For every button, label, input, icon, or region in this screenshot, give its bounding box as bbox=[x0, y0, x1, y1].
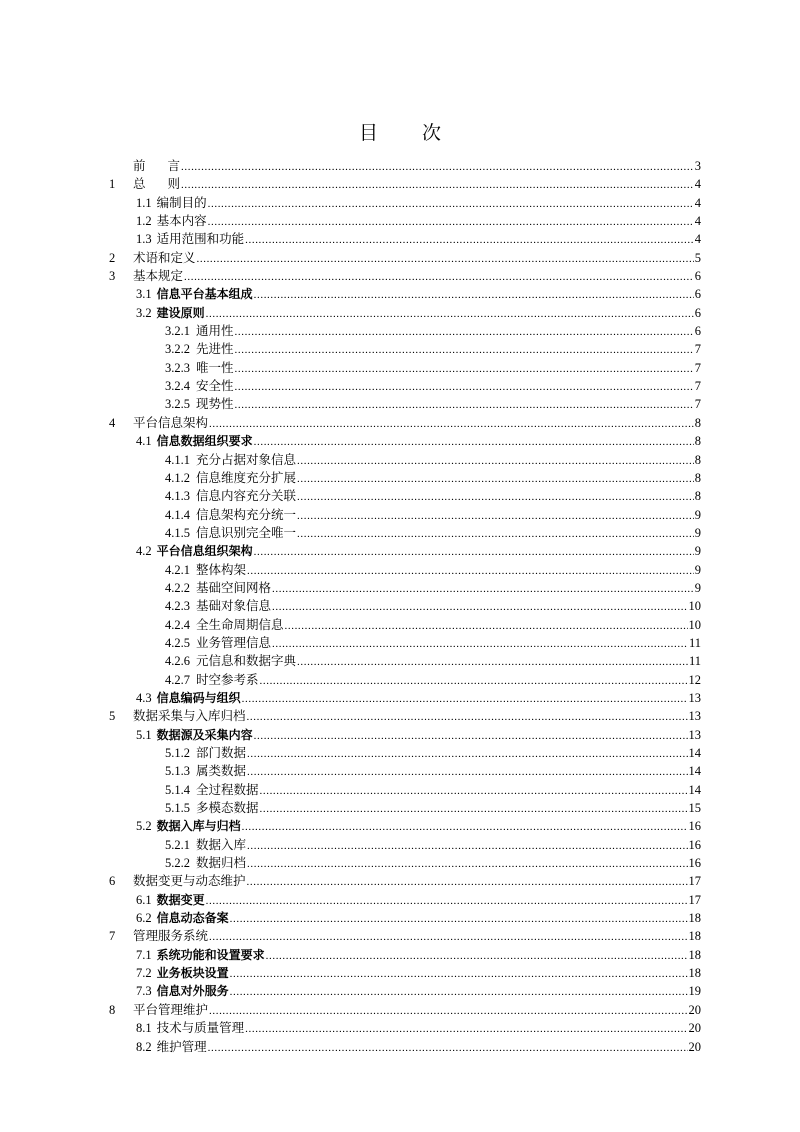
dot-leader bbox=[247, 836, 687, 855]
toc-entry-label: 平台信息组织架构 bbox=[156, 544, 253, 559]
toc-entry-number: 4.2.6 bbox=[165, 654, 190, 669]
dot-leader bbox=[254, 542, 694, 561]
toc-entry-label: 多模态数据 bbox=[196, 801, 259, 816]
toc-entry-page-number: 3 bbox=[694, 159, 701, 173]
toc-entry-label: 数据归档 bbox=[196, 856, 247, 871]
toc-entry-label: 通用性 bbox=[196, 324, 234, 339]
toc-entry-page-number: 8 bbox=[694, 434, 701, 449]
toc-entry[interactable] bbox=[109, 726, 701, 744]
toc-entry-label: 全过程数据 bbox=[196, 782, 259, 797]
dot-leader bbox=[260, 799, 688, 818]
toc-entry[interactable] bbox=[109, 469, 701, 487]
toc-entry[interactable] bbox=[109, 414, 701, 432]
toc-entry-label: 信息维度充分扩展 bbox=[196, 470, 297, 485]
dot-leader bbox=[272, 579, 694, 598]
toc-entry-label: 数据变更与动态维护 bbox=[133, 874, 246, 889]
toc-entry-number: 5 bbox=[109, 709, 116, 724]
toc-entry-page-number: 16 bbox=[688, 819, 701, 834]
toc-entry-label: 业务板块设置 bbox=[156, 966, 229, 981]
toc-entry[interactable] bbox=[109, 909, 701, 927]
toc-entry[interactable] bbox=[109, 377, 701, 395]
toc-entry-page-number: 6 bbox=[694, 324, 701, 339]
toc-entry-number: 7.2 bbox=[136, 966, 152, 981]
toc-entry-number: 3.2.1 bbox=[165, 324, 190, 339]
dot-leader bbox=[297, 506, 694, 525]
dot-leader bbox=[208, 1038, 688, 1057]
toc-entry[interactable] bbox=[109, 340, 701, 358]
toc-entry-number: 4.1.3 bbox=[165, 489, 190, 504]
toc-entry-label: 业务管理信息 bbox=[196, 635, 272, 650]
toc-entry[interactable] bbox=[109, 304, 701, 322]
toc-entry-page-number: 16 bbox=[688, 837, 701, 852]
dot-leader bbox=[247, 872, 688, 891]
toc-entry-page-number: 7 bbox=[694, 397, 701, 412]
toc-entry-page-number: 11 bbox=[688, 654, 701, 669]
dot-leader bbox=[254, 432, 694, 451]
toc-entry[interactable] bbox=[109, 854, 701, 872]
toc-entry-number: 1.3 bbox=[136, 232, 152, 247]
toc-entry-page-number: 13 bbox=[688, 727, 701, 742]
dot-leader bbox=[230, 982, 688, 1001]
toc-entry-page-number: 6 bbox=[694, 305, 701, 320]
toc-entry-label-part: 前 bbox=[133, 159, 146, 173]
dot-leader bbox=[297, 652, 688, 671]
toc-entry-page-number: 14 bbox=[688, 782, 701, 797]
toc-entry[interactable] bbox=[109, 267, 701, 285]
toc-entry-number: 5.1.3 bbox=[165, 764, 190, 779]
toc-entry[interactable] bbox=[109, 781, 701, 799]
toc-entry-label: 术语和定义 bbox=[133, 250, 196, 265]
dot-leader bbox=[247, 762, 687, 781]
dot-leader bbox=[245, 230, 694, 249]
title-char-1: 目 bbox=[358, 123, 378, 144]
dot-leader bbox=[254, 726, 688, 745]
toc-entry-label: 信息内容充分关联 bbox=[196, 489, 297, 504]
toc-entry-number: 5.2.1 bbox=[165, 837, 190, 852]
toc-entry[interactable] bbox=[109, 487, 701, 505]
toc-entry-number: 5.2.2 bbox=[165, 856, 190, 871]
toc-entry[interactable] bbox=[109, 982, 701, 1000]
toc-entry[interactable] bbox=[109, 689, 701, 707]
dot-leader bbox=[247, 707, 688, 726]
toc-entry-page-number: 18 bbox=[688, 911, 701, 926]
toc-entry-page-number: 15 bbox=[688, 801, 701, 816]
dot-leader bbox=[245, 1019, 687, 1038]
toc-entry-label: 管理服务系统 bbox=[133, 929, 209, 944]
dot-leader bbox=[297, 451, 694, 470]
toc-entry-number: 7 bbox=[109, 929, 116, 944]
toc-entry-page-number: 7 bbox=[694, 342, 701, 357]
dot-leader bbox=[235, 322, 694, 341]
toc-entry-label bbox=[133, 157, 180, 175]
toc-entry[interactable] bbox=[109, 964, 701, 982]
toc-entry-page-number: 17 bbox=[688, 892, 701, 907]
dot-leader bbox=[209, 1001, 687, 1020]
toc-entry-label: 数据采集与入库归档 bbox=[133, 709, 246, 724]
toc-entry-label: 信息数据组织要求 bbox=[156, 434, 253, 449]
toc-entry[interactable] bbox=[109, 927, 701, 945]
toc-entry-number: 3.2.4 bbox=[165, 379, 190, 394]
toc-entry-number: 4.1.2 bbox=[165, 470, 190, 485]
toc-entry-page-number: 4 bbox=[694, 177, 701, 192]
toc-entry-number: 1.2 bbox=[136, 214, 152, 229]
toc-entry-number: 4.2 bbox=[136, 544, 152, 559]
dot-leader bbox=[206, 304, 694, 323]
toc-entry-label: 全生命周期信息 bbox=[196, 617, 284, 632]
toc-entry-page-number: 7 bbox=[694, 379, 701, 394]
toc-entry-number: 5.1.2 bbox=[165, 746, 190, 760]
toc-entry-page-number: 8 bbox=[694, 470, 701, 485]
dot-leader bbox=[247, 744, 687, 763]
toc-entry[interactable] bbox=[109, 322, 701, 340]
dot-leader bbox=[254, 285, 694, 304]
toc-entry-label: 信息对外服务 bbox=[156, 984, 229, 999]
dot-leader bbox=[247, 561, 694, 580]
toc-entry-label: 适用范围和功能 bbox=[156, 232, 245, 247]
toc-entry[interactable] bbox=[109, 395, 701, 413]
toc-entry-page-number: 17 bbox=[688, 874, 701, 889]
toc-entry-page-number: 8 bbox=[694, 415, 701, 430]
toc-entry[interactable] bbox=[109, 285, 701, 303]
toc-entry-label: 现势性 bbox=[196, 397, 234, 412]
toc-entry-page-number: 4 bbox=[694, 195, 701, 210]
toc-entry-label-part: 总 bbox=[133, 177, 146, 192]
toc-entry-number: 3.2.3 bbox=[165, 360, 190, 375]
toc-entry-number: 4.1.4 bbox=[165, 507, 190, 522]
toc-entry[interactable] bbox=[109, 616, 701, 634]
toc-entry-number: 7.3 bbox=[136, 984, 152, 999]
toc-entry-page-number: 9 bbox=[694, 507, 701, 522]
toc-entry[interactable] bbox=[109, 817, 701, 835]
toc-entry-page-number: 10 bbox=[688, 617, 701, 632]
dot-leader bbox=[230, 909, 688, 928]
toc-entry[interactable] bbox=[109, 634, 701, 652]
dot-leader bbox=[285, 616, 688, 635]
toc-entry[interactable] bbox=[109, 157, 701, 175]
toc-entry[interactable] bbox=[109, 872, 701, 890]
toc-entry-label: 数据入库与归档 bbox=[156, 819, 241, 834]
dot-leader bbox=[181, 157, 694, 176]
toc-entry-number: 4.2.2 bbox=[165, 580, 190, 595]
toc-entry-page-number: 8 bbox=[694, 452, 701, 467]
toc-entry[interactable] bbox=[109, 542, 701, 560]
toc-entry-label: 整体构架 bbox=[196, 562, 247, 577]
toc-entry-page-number: 9 bbox=[694, 580, 701, 595]
toc-entry-page-number: 8 bbox=[694, 489, 701, 504]
toc-entry-page-number: 10 bbox=[688, 599, 701, 614]
toc-entry-number: 5.1.5 bbox=[165, 801, 190, 816]
toc-entry[interactable] bbox=[109, 671, 701, 689]
toc-entry-label: 编制目的 bbox=[156, 195, 207, 210]
toc-entry-page-number: 20 bbox=[688, 1002, 701, 1017]
dot-leader bbox=[297, 487, 694, 506]
toc-entry-number: 4.2.3 bbox=[165, 599, 190, 614]
dot-leader bbox=[209, 927, 687, 946]
toc-entry-page-number: 20 bbox=[688, 1039, 701, 1054]
dot-leader bbox=[297, 469, 694, 488]
dot-leader bbox=[206, 891, 688, 910]
dot-leader bbox=[272, 634, 688, 653]
toc-entry-label: 数据入库 bbox=[196, 837, 247, 852]
toc-entry-label: 信息平台基本组成 bbox=[156, 287, 253, 302]
dot-leader bbox=[209, 414, 694, 433]
toc-entry-page-number: 16 bbox=[688, 856, 701, 871]
toc-entry-label: 先进性 bbox=[196, 342, 234, 357]
dot-leader bbox=[235, 395, 694, 414]
toc-entry-page-number: 20 bbox=[688, 1021, 701, 1036]
toc-entry[interactable] bbox=[109, 891, 701, 909]
toc-entry-page-number: 19 bbox=[688, 984, 701, 999]
toc-entry-label: 部门数据 bbox=[196, 746, 247, 760]
toc-entry-page-number: 18 bbox=[688, 929, 701, 944]
toc-entry[interactable] bbox=[109, 744, 701, 762]
toc-entry-number: 3.1 bbox=[136, 287, 152, 302]
toc-entry-number: 3 bbox=[109, 269, 116, 284]
toc-entry[interactable] bbox=[109, 249, 701, 267]
dot-leader bbox=[208, 194, 694, 213]
toc-entry-page-number: 12 bbox=[688, 672, 701, 687]
toc-entry-label: 平台信息架构 bbox=[133, 415, 209, 430]
toc-entry-page-number: 7 bbox=[694, 360, 701, 375]
toc-entry-label: 基础对象信息 bbox=[196, 599, 272, 614]
toc-entry-number: 4.2.5 bbox=[165, 635, 190, 650]
toc-entry-label: 信息动态备案 bbox=[156, 911, 229, 926]
toc-entry-label: 维护管理 bbox=[156, 1039, 207, 1054]
toc-entry[interactable] bbox=[109, 597, 701, 615]
toc-entry-number: 6.2 bbox=[136, 911, 152, 926]
toc-entry-number: 4.1.5 bbox=[165, 525, 190, 540]
dot-leader bbox=[242, 817, 688, 836]
toc-entry[interactable] bbox=[109, 175, 701, 193]
toc-entry-number: 8 bbox=[109, 1002, 116, 1017]
toc-entry[interactable] bbox=[109, 707, 701, 725]
toc-entry-number: 6 bbox=[109, 874, 116, 889]
toc-entry[interactable] bbox=[109, 359, 701, 377]
toc-entry-page-number: 18 bbox=[688, 966, 701, 981]
dot-leader bbox=[235, 340, 694, 359]
toc-entry-number: 5.1 bbox=[136, 727, 152, 742]
toc-entry-label: 属类数据 bbox=[196, 764, 247, 779]
toc-entry-number: 6.1 bbox=[136, 892, 152, 907]
dot-leader bbox=[208, 212, 694, 231]
toc-entry-page-number: 4 bbox=[694, 214, 701, 229]
toc-entry-page-number: 5 bbox=[694, 250, 701, 265]
toc-entry-label: 建设原则 bbox=[156, 305, 205, 320]
table-of-contents bbox=[109, 157, 701, 1056]
toc-entry-label: 技术与质量管理 bbox=[156, 1021, 245, 1036]
dot-leader bbox=[235, 377, 694, 396]
toc-entry[interactable] bbox=[109, 230, 701, 248]
dot-leader bbox=[184, 267, 694, 286]
toc-entry-number: 2 bbox=[109, 250, 116, 265]
toc-entry-number: 8.2 bbox=[136, 1039, 152, 1054]
dot-leader bbox=[266, 946, 688, 965]
toc-entry-label: 平台管理维护 bbox=[133, 1002, 209, 1017]
toc-entry[interactable] bbox=[109, 524, 701, 542]
dot-leader bbox=[297, 524, 694, 543]
toc-entry-number: 7.1 bbox=[136, 947, 152, 962]
dot-leader bbox=[230, 964, 688, 983]
toc-entry-label: 基本内容 bbox=[156, 214, 207, 229]
toc-entry[interactable] bbox=[109, 579, 701, 597]
dot-leader bbox=[272, 597, 687, 616]
toc-entry-number: 4 bbox=[109, 415, 116, 430]
toc-entry[interactable] bbox=[109, 1001, 701, 1019]
toc-entry-number: 5.2 bbox=[136, 819, 152, 834]
toc-entry[interactable] bbox=[109, 1038, 701, 1056]
toc-entry-label: 基础空间网格 bbox=[196, 580, 272, 595]
dot-leader bbox=[181, 175, 694, 194]
toc-entry-label: 时空参考系 bbox=[196, 672, 259, 687]
toc-entry[interactable] bbox=[109, 194, 701, 212]
toc-entry-page-number: 14 bbox=[688, 746, 701, 760]
toc-entry[interactable] bbox=[109, 799, 701, 817]
dot-leader bbox=[197, 249, 694, 268]
toc-entry[interactable] bbox=[109, 506, 701, 524]
toc-entry[interactable] bbox=[109, 836, 701, 854]
toc-entry[interactable] bbox=[109, 451, 701, 469]
toc-entry-label: 安全性 bbox=[196, 379, 234, 394]
toc-entry[interactable] bbox=[109, 762, 701, 780]
toc-entry-number: 4.2.7 bbox=[165, 672, 190, 687]
toc-entry-page-number: 4 bbox=[694, 232, 701, 247]
toc-entry-number: 1 bbox=[109, 177, 116, 192]
toc-entry-label: 数据变更 bbox=[156, 892, 205, 907]
toc-entry[interactable] bbox=[109, 432, 701, 450]
dot-leader bbox=[235, 359, 694, 378]
page-title bbox=[0, 118, 800, 145]
toc-entry-label-part: 则 bbox=[167, 177, 181, 192]
toc-entry-number: 3.2.2 bbox=[165, 342, 190, 357]
toc-entry[interactable] bbox=[109, 561, 701, 579]
toc-entry-label: 唯一性 bbox=[196, 360, 234, 375]
toc-entry-page-number: 13 bbox=[688, 709, 701, 724]
toc-entry-number: 4.2.4 bbox=[165, 617, 190, 632]
toc-entry-label: 数据源及采集内容 bbox=[156, 727, 253, 742]
toc-entry-number: 3.2 bbox=[136, 305, 152, 320]
toc-entry[interactable] bbox=[109, 946, 701, 964]
toc-entry-label: 信息编码与组织 bbox=[156, 690, 241, 705]
toc-entry-number: 5.1.4 bbox=[165, 782, 190, 797]
toc-entry-page-number: 9 bbox=[694, 544, 701, 559]
toc-entry-page-number: 9 bbox=[694, 525, 701, 540]
toc-entry-label: 充分占据对象信息 bbox=[196, 452, 297, 467]
toc-entry-page-number: 9 bbox=[694, 562, 701, 577]
toc-entry-number: 1.1 bbox=[136, 195, 152, 210]
toc-entry-label-part: 言 bbox=[167, 159, 181, 173]
title-char-2: 次 bbox=[422, 123, 442, 144]
toc-entry-page-number: 18 bbox=[688, 947, 701, 962]
toc-entry[interactable] bbox=[109, 212, 701, 230]
dot-leader bbox=[242, 689, 688, 708]
dot-leader bbox=[260, 781, 688, 800]
toc-entry-label: 元信息和数据字典 bbox=[196, 654, 297, 669]
toc-entry-page-number: 13 bbox=[688, 690, 701, 705]
toc-entry-number: 4.2.1 bbox=[165, 562, 190, 577]
toc-entry[interactable] bbox=[109, 652, 701, 670]
toc-entry-number: 8.1 bbox=[136, 1021, 152, 1036]
dot-leader bbox=[247, 854, 687, 873]
toc-entry-label bbox=[133, 175, 180, 193]
toc-entry-page-number: 6 bbox=[694, 269, 701, 284]
toc-entry-number: 3.2.5 bbox=[165, 397, 190, 412]
dot-leader bbox=[260, 671, 688, 690]
toc-entry-label: 信息识别完全唯一 bbox=[196, 525, 297, 540]
toc-entry-number: 4.1.1 bbox=[165, 452, 190, 467]
toc-entry-page-number: 11 bbox=[688, 635, 701, 650]
toc-entry-page-number: 6 bbox=[694, 287, 701, 302]
toc-entry-label: 基本规定 bbox=[133, 269, 184, 284]
toc-entry-label: 系统功能和设置要求 bbox=[156, 947, 265, 962]
toc-entry-label: 信息架构充分统一 bbox=[196, 507, 297, 522]
toc-entry-page-number: 14 bbox=[688, 764, 701, 779]
toc-entry-number: 4.3 bbox=[136, 690, 152, 705]
toc-entry-number: 4.1 bbox=[136, 434, 152, 449]
toc-entry[interactable] bbox=[109, 1019, 701, 1037]
